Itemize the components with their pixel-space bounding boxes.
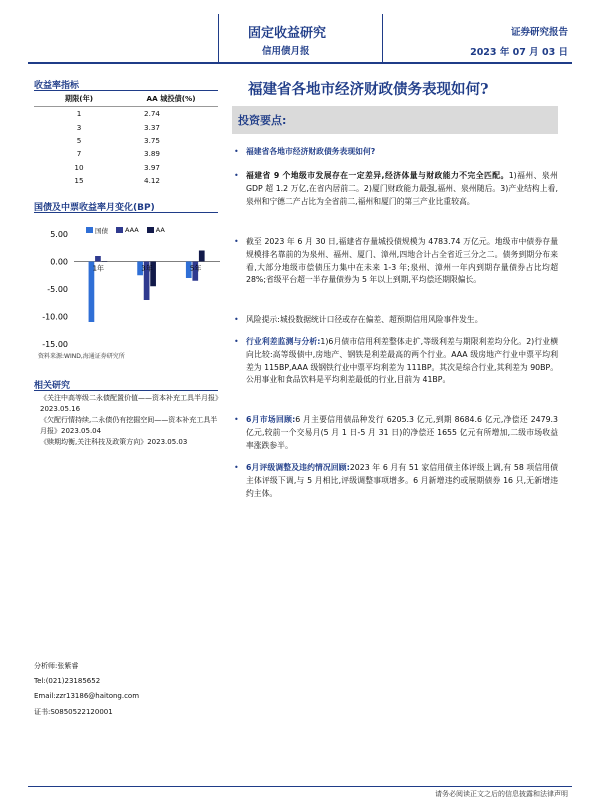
- analyst-name: 分析师:张紫睿: [34, 662, 79, 670]
- y-tick-label: -15.00: [42, 340, 68, 348]
- main-title: 福建省各地市经济财政债务表现如何?: [248, 81, 489, 98]
- paragraph: [246, 170, 558, 208]
- yield-term: 10: [74, 162, 84, 172]
- investment-points-label: 投资要点:: [238, 114, 287, 127]
- paragraph: [246, 462, 558, 500]
- paragraph-body: 1)6月债市信用利差整体走扩,等级利差与期限利差均分化。2)行业横向比较:高等级债中,房地产、钢铁是利差最高的两个行业。AAA 级房地产行业中票平均利差为 115BP,AAA 级钢铁行业中票平均利差为 111BP。其次是综合行业,其利差为 90BP。公用事业和食品饮料是平均利差最低的行业,目前为 41BP。: [246, 337, 558, 385]
- related-item[interactable]: 《欠配行情持续,二永债仍有挖掘空间——资本补充工具半月报》2023.05.04: [40, 416, 218, 435]
- yield-value: 3.75: [144, 135, 161, 145]
- bullet-icon: •: [234, 415, 239, 424]
- bar: [199, 251, 205, 262]
- chart-section-rule: [34, 212, 218, 213]
- yield-section-title: 收益率指标: [34, 81, 80, 91]
- paragraph: [246, 336, 558, 387]
- analyst-cert: 证书:S0850522120001: [34, 708, 113, 716]
- chart-source: 资料来源:WIND,海通证券研究所: [38, 353, 125, 360]
- legend-label: AAA: [125, 226, 139, 234]
- yield-table-header: [34, 92, 218, 107]
- x-category-label: 1年: [92, 264, 105, 273]
- bullet-icon: •: [234, 337, 239, 346]
- paragraph-body: 截至 2023 年 6 月 30 日,福建省存量城投债规模为 4783.74 万亿元。地级市中债券存量规模排名靠前的为泉州、福州、厦门、漳州,四地合计占全省近三分之二。债务到期分布来看,大部分地级市偿债压力集中在未来 1-3 年;泉州、漳州一年内到期存量债券占比均超 28%;省级平台超一半存量债券为 5 年以上到期,平均偿还期限偏长。: [246, 237, 558, 285]
- yield-section-rule: [34, 90, 218, 91]
- legend-label: 国债: [95, 226, 108, 235]
- paragraph-lead: 行业利差监测与分析:: [246, 337, 321, 346]
- yield-value: 3.37: [144, 122, 161, 132]
- paragraph-body: 风险提示:城投数据统计口径或存在偏差、超预期信用风险事件发生。: [246, 315, 483, 324]
- paragraph-lead: 福建省各地市经济财政债务表现如何?: [246, 147, 376, 156]
- header-rule: [28, 62, 572, 64]
- analyst-tel: Tel:(021)23185652: [34, 677, 101, 685]
- legend-label: AA: [155, 226, 165, 234]
- paragraph-lead: 6月评级调整及违约情况回顾:: [246, 463, 350, 472]
- header-subtitle: 信用债月报: [262, 46, 310, 57]
- related-title: 相关研究: [34, 381, 71, 391]
- related-item[interactable]: 《关注中高等级二永债配置价值——资本补充工具半月报》2023.05.16: [40, 394, 219, 413]
- bond-yield-change-chart: [30, 226, 224, 348]
- bullet-icon: •: [234, 171, 239, 180]
- bullet-icon: •: [234, 463, 239, 472]
- footer-disclaimer: 请务必阅读正文之后的信息披露和法律声明: [435, 790, 568, 798]
- y-tick-label: 5.00: [50, 230, 68, 239]
- footer-rule: [28, 786, 572, 787]
- header-divider-left: [218, 14, 219, 62]
- paragraph-body: 2023 年 6 月有 51 家信用债主体评级上调,有 58 项信用债主体评级下调,与 5 月相比,评级调整事项增多。6 月新增违约或展期债券 16 只,无新增违约主体。: [246, 463, 558, 498]
- yield-term: 15: [74, 176, 84, 186]
- header-title: 固定收益研究: [248, 26, 327, 41]
- yield-value: 3.97: [144, 162, 161, 172]
- yield-row: [34, 107, 218, 121]
- header-divider-right: [382, 14, 383, 62]
- yield-row: [34, 174, 218, 187]
- header-report-type: 证券研究报告: [510, 27, 568, 38]
- yield-value: 4.12: [144, 176, 161, 186]
- paragraph: [246, 146, 558, 159]
- related-list: [40, 393, 220, 449]
- paragraph: [246, 414, 558, 452]
- yield-term: 7: [76, 149, 82, 159]
- col-aa: AA 城投债(%): [124, 92, 218, 107]
- y-tick-label: -10.00: [42, 312, 68, 322]
- yield-table: [34, 92, 218, 187]
- yield-value: 3.89: [144, 149, 161, 159]
- bar: [102, 262, 108, 263]
- y-tick-label: 0.00: [50, 257, 68, 267]
- paragraph-body: 6 月主要信用债品种发行 6205.3 亿元,到期 8684.6 亿元,净偿还 2479.3 亿元,较前一个交易月(5 月 1 日-5 月 31 日)的净偿还 1655 亿元有所增加,二级市场收益率涨跌参半。: [246, 415, 558, 450]
- yield-row: [34, 120, 218, 133]
- related-rule: [34, 390, 218, 391]
- paragraph-body: 1)福州、泉州 GDP 超 1.2 万亿,在省内居前二。2)厦门财政能力最强,福州、泉州随后。3)产业结构上看,泉州和宁德二产占比为全省前二,福州和厦门的第三产业比重较高。: [246, 171, 558, 206]
- paragraph: [246, 314, 558, 327]
- related-item[interactable]: 《赎期均衡,关注科技及政策方向》2023.05.03: [40, 438, 188, 447]
- bullet-icon: •: [234, 237, 239, 246]
- yield-term: 5: [76, 135, 82, 145]
- bullet-icon: •: [234, 315, 239, 324]
- yield-term: 1: [76, 109, 82, 119]
- y-tick-label: -5.00: [47, 285, 68, 294]
- paragraph-lead: 6月市场回顾:: [246, 415, 296, 424]
- yield-row: [34, 147, 218, 160]
- chart-section-title: 国债及中票收益率月变化(BP): [34, 203, 155, 213]
- yield-row: [34, 161, 218, 174]
- yield-term: 3: [76, 122, 82, 132]
- x-category-label: 5年: [189, 264, 202, 273]
- paragraph: [246, 236, 558, 287]
- analyst-email[interactable]: Email:zzr13186@haitong.com: [34, 692, 140, 700]
- yield-row: [34, 134, 218, 147]
- yield-value: 2.74: [144, 109, 161, 119]
- bar: [95, 256, 101, 262]
- paragraph-lead: 福建省 9 个地级市发展存在一定差异,经济体量与财政能力不完全匹配。: [246, 171, 509, 180]
- bullet-icon: •: [234, 147, 239, 156]
- col-term: 期限(年): [34, 92, 124, 107]
- x-category-label: 3年: [141, 264, 153, 273]
- header-date: 2023 年 07 月 03 日: [470, 47, 568, 58]
